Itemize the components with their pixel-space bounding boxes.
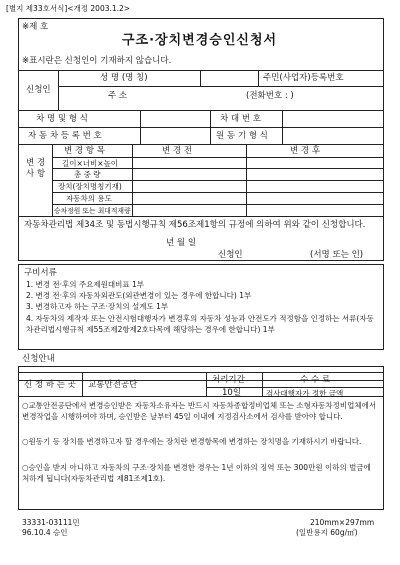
guide-note-3: ○승인을 받지 아니하고 자동차의 구조·장치를 변경한 경우는 1년 이하의 징역 또는 300만원 이하의 벌금에 처하게 됩니다(자동차관리법 제81조제1호). <box>22 463 371 483</box>
change-col-after: 변 경 후 <box>290 146 321 156</box>
guide-note-2: ○원동기 등 장치를 변경하고자 할 경우에는 장치란 변경항목에 변경하는 장치명을 기재하시기 바랍니다. <box>22 437 362 446</box>
applicant-label: 신청인 <box>26 85 51 95</box>
change-item-usage: 자동차의 용도 <box>66 194 112 203</box>
form-title: 구조·장치변경승인신청서 <box>122 33 278 48</box>
documents-title: 구비서류 <box>24 268 57 278</box>
guide-title: 신청안내 <box>22 354 55 364</box>
guide-note-1: ○교통안전공단에서 변경승인받은 자동차소유자는 반드시 자동차종합정비업체 또는 소형자동차정비업체에서 변경작업을 시행하여야 하며, 승인받은 날부터 45일 이내에 지정검사소에서 검사를 받아야 합니다. <box>22 401 377 421</box>
applicant-regno-label: 주민(사업자)등록번호 <box>263 73 344 83</box>
guide-period-label: 처리기간 <box>212 375 245 385</box>
applicant-name-label: 성 명 (명 칭) <box>100 73 148 83</box>
vehicle-regno-label: 자 동 차 등 록 번 호 <box>28 131 102 141</box>
signature-label: (서명 또는 인) <box>310 250 364 260</box>
change-item-capacity: 승차정원 또는 최대적재량 <box>54 207 131 215</box>
vehicle-vin-label: 차 대 번 호 <box>220 114 261 124</box>
vehicle-name-type-label: 차 명 및 형 식 <box>36 114 88 124</box>
change-col-item: 변 경 항 목 <box>64 146 105 156</box>
document-item-2: 2. 변경 전·후의 자동차외관도(외관변경이 있는 경우에 한합니다) 1부 <box>26 291 252 300</box>
guide-period-value: 10일 <box>222 388 242 398</box>
change-item-device: 장치(장치명칭기재) <box>58 182 122 191</box>
vehicle-motor-type-label: 원 동 기 형 식 <box>216 131 268 141</box>
applicant-address-label: 주 소 <box>108 91 128 101</box>
guide-fee-label: 수 수 료 <box>300 375 331 385</box>
declaration-date: 년 월 일 <box>166 238 197 248</box>
change-section-label: 변 경 사 항 <box>26 158 46 179</box>
declaration-text: 자동차관리법 제34조 및 동법시행규칙 제56조제1항의 규정에 의하여 위와 같이 신청합니다. <box>24 220 366 230</box>
change-item-dimensions: 길이×너비×높이 <box>62 159 119 168</box>
form-number: [별지 제33호서식]<개정 2003.1.2> <box>6 4 131 13</box>
signer-label: 신청인 <box>218 250 243 260</box>
footer-approval: 96.10.4 승인 <box>22 528 68 537</box>
footer-code: 33331-03111민 <box>22 518 80 527</box>
document-item-4: 4. 자동차의 제작자 또는 안전시험대행자가 변경후의 자동차 성능과 안전도가 적정함을 인정하는 서류(자동차관리법시행규칙 제55조제2항제2호다목에 해당하는 경우에 한합니다) 1부 <box>26 314 374 334</box>
document-item-1: 1. 변경 전·후의 주요제원대비표 1부 <box>26 280 145 289</box>
applicant-phone-label: (전화번호 : ) <box>246 91 294 101</box>
footer-size: 210mm×297mm <box>310 518 375 527</box>
change-item-gross-weight: 총 중 량 <box>74 170 101 179</box>
guide-place-label: 신 청 하 는 곳 <box>24 380 76 390</box>
document-item-3: 3. 변경하고자 하는 구조·장치의 설계도 1부 <box>26 302 169 311</box>
guide-place-value: 교통안전공단 <box>88 380 138 390</box>
change-col-before: 변 경 전 <box>162 146 193 156</box>
guide-fee-value: 검사대행자가 정한 금액 <box>266 389 344 398</box>
receipt-number: ※제 호 <box>22 22 49 32</box>
form-note: ※표시란은 신청인이 기재하지 않습니다. <box>22 56 172 66</box>
footer-paper: (일반용지 60g/㎡) <box>296 528 358 537</box>
